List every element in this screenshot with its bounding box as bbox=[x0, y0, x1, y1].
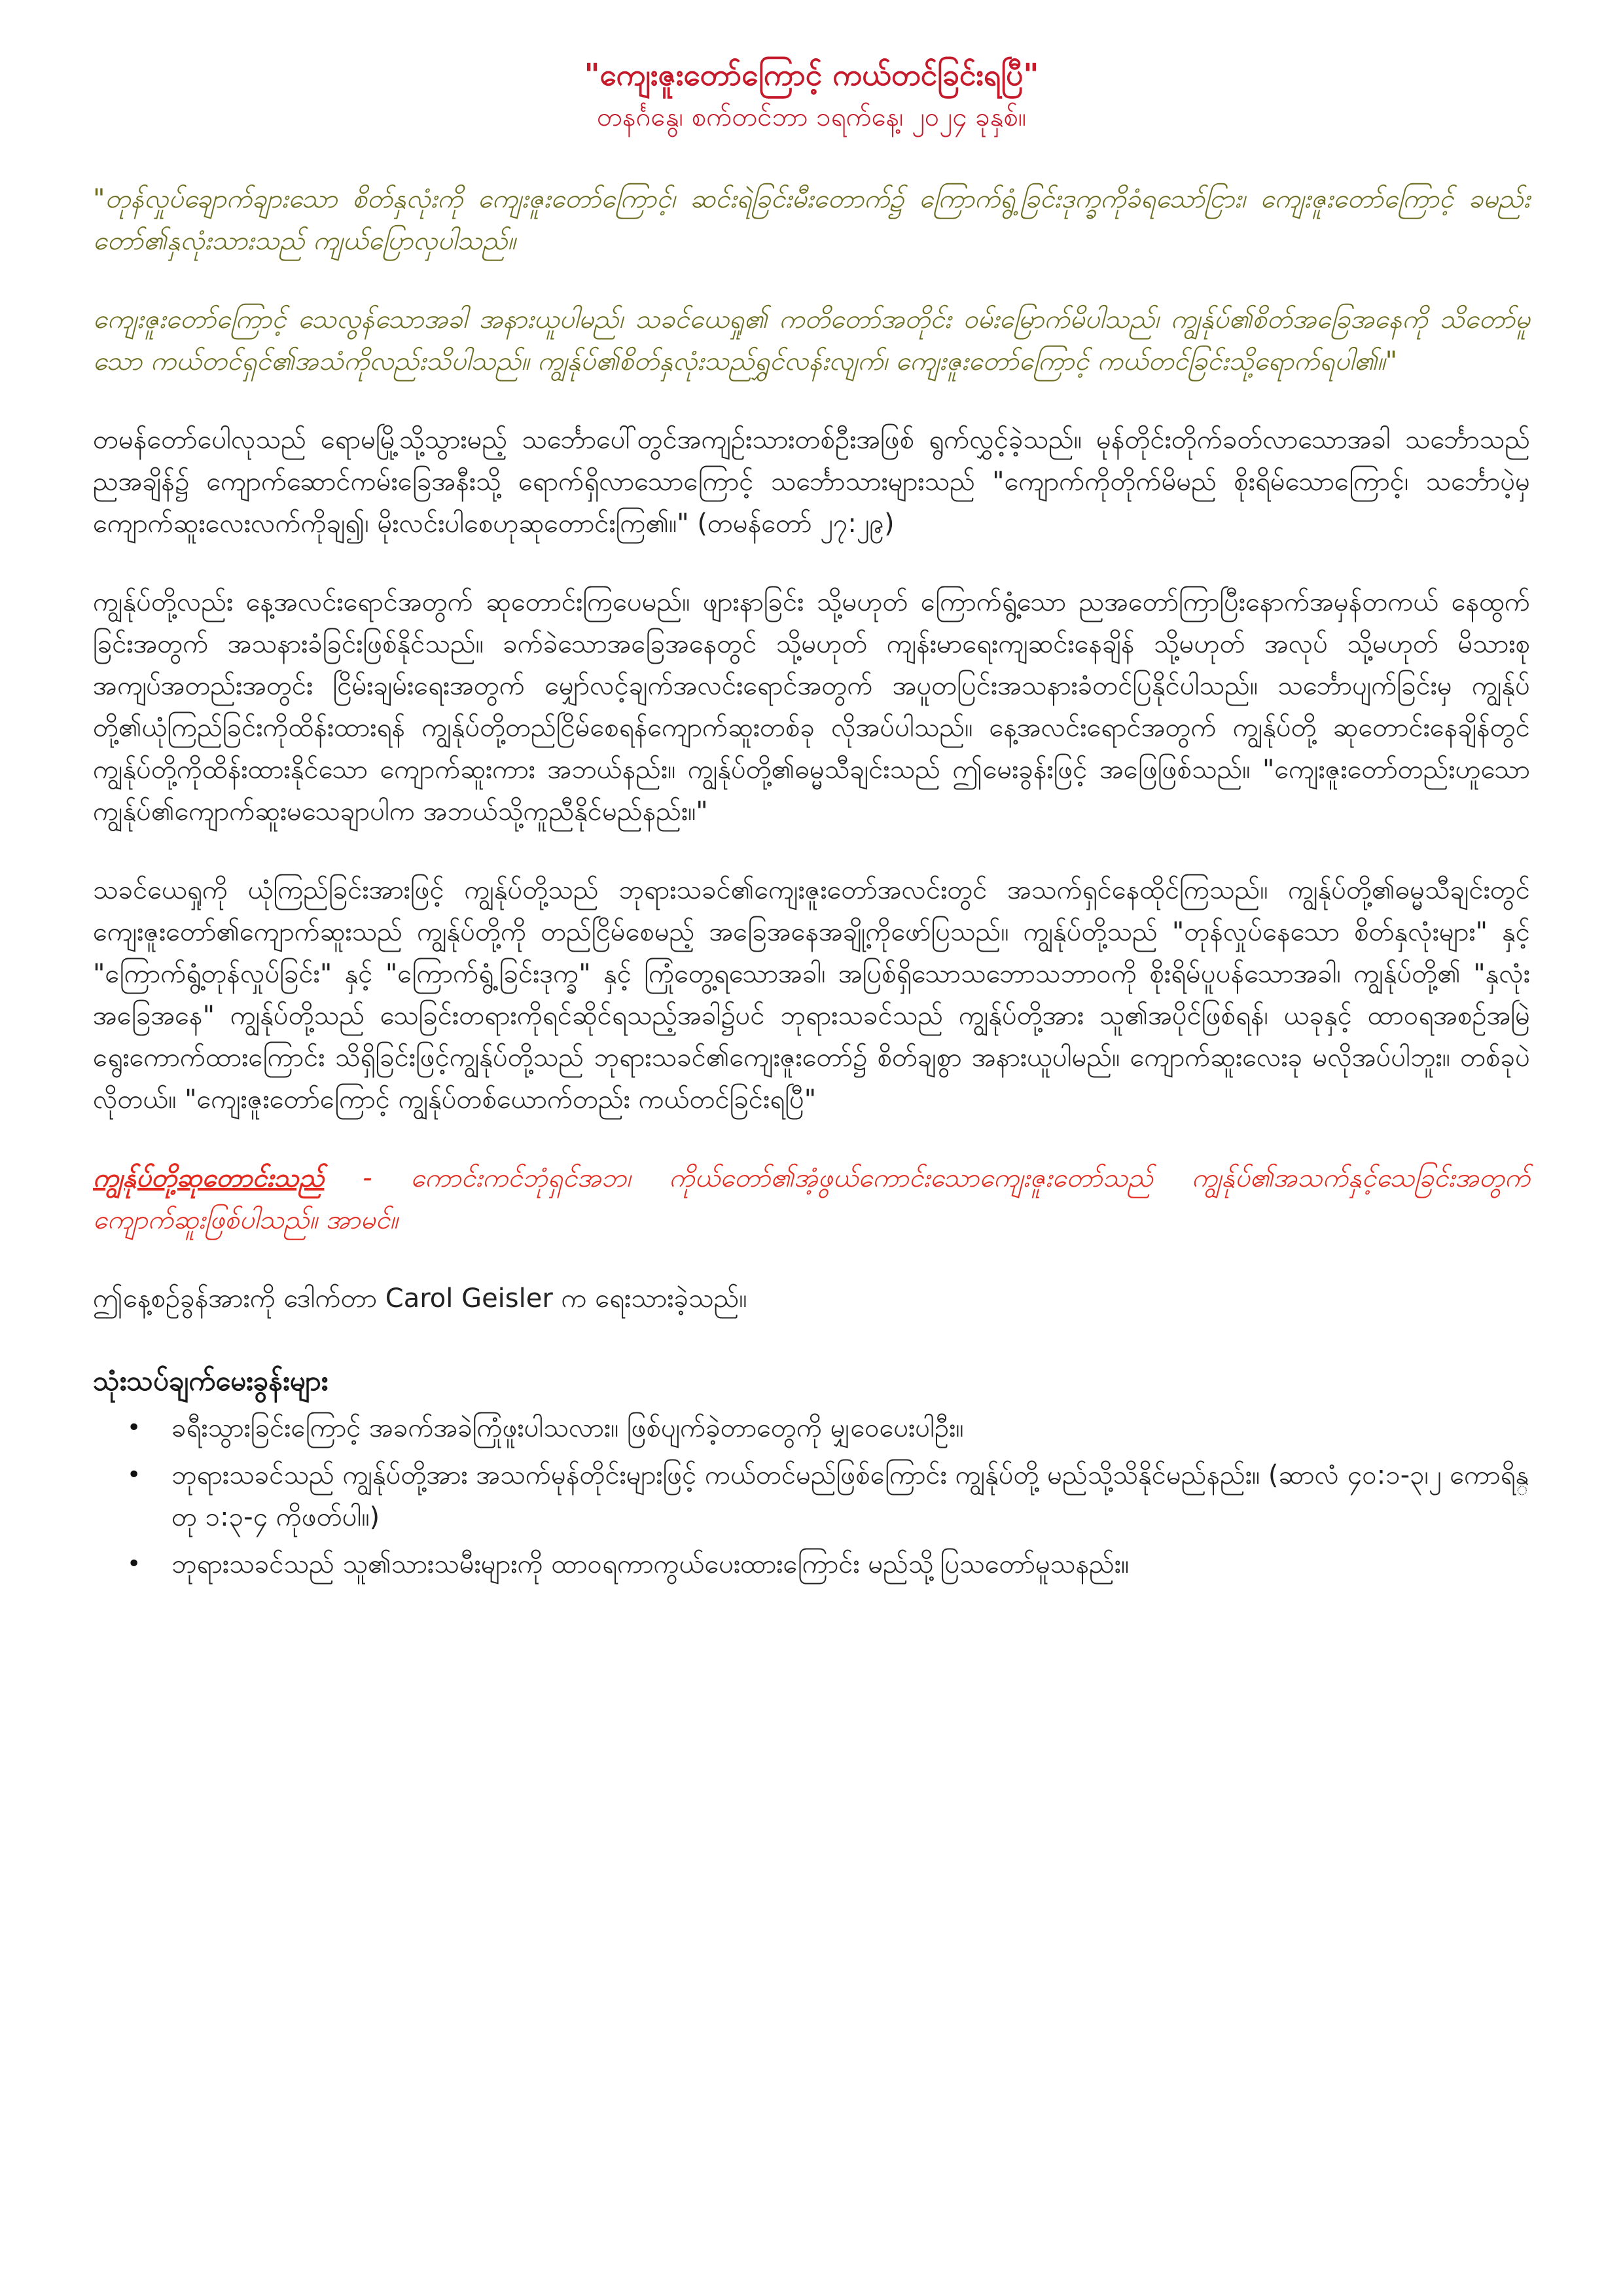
author-credit: ဤနေ့စဉ်ခွန်အားကို ဒေါက်တာ Carol Geisler က ရေးသားခဲ့သည်။ bbox=[93, 1283, 747, 1314]
body-paragraph-1: တမန်တော်ပေါလုသည် ရောမမြို့သို့သွားမည့် သင်္ဘောပေါ်တွင်အကျဉ်းသားတစ်ဦးအဖြစ် ရွက်လွှင့်ခဲ့သည်။ မုန်တိုင်းတိုက်ခတ်လာသောအခါ သင်္ဘောသည် ညအချိန်၌ ကျောက်ဆောင်ကမ်းခြေအနီးသို့ ရောက်ရှိလာသောကြောင့် သင်္ဘောသားများသည် "ကျောက်ကိုတိုက်မိမည် စိုးရိမ်သောကြောင့်၊ သင်္ဘောပဲ့မှကျောက်ဆူးလေးလက်ကိုချ၍၊ မိုးလင်းပါစေဟုဆုတောင်းကြ၏။" (တမန်တော် ၂၇:၂၉) bbox=[93, 425, 1530, 539]
hymn-quote-paragraph-1: "တုန်လှုပ်ချောက်ချားသော စိတ်နှလုံးကို ကျေးဇူးတော်ကြောင့်၊ ဆင်းရဲခြင်းမီးတောက်၌ ကြောက်ရွံ့ခြင်းဒုက္ခကိုခံရသော်ငြား၊ ကျေးဇူးတော်ကြောင့် ခမည်းတော်၏နှလုံးသားသည် ကျယ်ပြောလှပါသည်။ bbox=[93, 184, 1530, 256]
question-text: ဘုရားသခင်သည် ကျွန်ုပ်တို့အား အသက်မုန်တိုင်းများဖြင့် ကယ်တင်မည်ဖြစ်ကြောင်း ကျွန်ုပ်တို့ မည်သို့သိနိုင်မည်နည်း။ (ဆာလံ ၄၀:၁-၃၊၂ ကောရိန္တု ၁:၃-၄ ကိုဖတ်ပါ။) bbox=[171, 1460, 1529, 1532]
bullet-icon: • bbox=[127, 1462, 141, 1488]
list-item bbox=[93, 1454, 1530, 1538]
list-item bbox=[93, 1543, 1530, 1585]
question-text: ဘုရားသခင်သည် သူ၏သားသမီးများကို ထာဝရကာကွယ်ပေးထားကြောင်း မည်သို့ပြသတော်မူသနည်း။ bbox=[171, 1549, 1130, 1579]
bullet-icon: • bbox=[127, 1414, 141, 1441]
page-title: "ကျေးဇူးတော်ကြောင့် ကယ်တင်ခြင်းရပြီ" bbox=[584, 57, 1039, 92]
question-text: ခရီးသွားခြင်းကြောင့် အခက်အခဲကြုံဖူးပါသလား။ ဖြစ်ပျက်ခဲ့တာတွေကို မျှဝေပေးပါဦး။ bbox=[171, 1413, 964, 1443]
prayer-separator: - bbox=[324, 1163, 411, 1193]
list-item bbox=[93, 1407, 1530, 1449]
prayer-label: ကျွန်ုပ်တို့ဆုတောင်းသည် bbox=[93, 1163, 325, 1193]
body-paragraph-3: သခင်ယေရှုကို ယုံကြည်ခြင်းအားဖြင့် ကျွန်ုပ်တို့သည် ဘုရားသခင်၏ကျေးဇူးတော်အလင်းတွင် အသက်ရှင်နေထိုင်ကြသည်။ ကျွန်ုပ်တို့၏ဓမ္မသီချင်းတွင် ကျေးဇူးတော်၏ကျောက်ဆူးသည် ကျွန်ုပ်တို့ကို တည်ငြိမ်စေမည့် အခြေအနေအချို့ကိုဖော်ပြသည်။ ကျွန်ုပ်တို့သည် "တုန်လှုပ်နေသော စိတ်နှလုံးများ" နှင့် "ကြောက်ရွံ့တုန်လှုပ်ခြင်း" နှင့် "ကြောက်ရွံ့ခြင်းဒုက္ခ" နှင့် ကြုံတွေ့ရသောအခါ၊ အပြစ်ရှိသောသဘောသဘာဝကို စိုးရိမ်ပူပန်သောအခါ၊ ကျွန်ုပ်တို့၏ "နှလုံးအခြေအနေ" ကျွန်ုပ်တို့သည် သေခြင်းတရားကိုရင်ဆိုင်ရသည့်အခါ၌ပင် ဘုရားသခင်သည် ကျွန်ုပ်တို့အား သူ၏အပိုင်ဖြစ်ရန်၊ ယခုနှင့် ထာဝရအစဉ်အမြဲ ရွေးကောက်ထားကြောင်း သိရှိခြင်းဖြင့်ကျွန်ုပ်တို့သည် ဘုရားသခင်၏ကျေးဇူးတော်၌ စိတ်ချစွာ အနားယူပါမည်။ ကျောက်ဆူးလေးခု မလိုအပ်ပါဘူး။ တစ်ခုပဲလိုတယ်။ "ကျေးဇူးတော်ကြောင့် ကျွန်ုပ်တစ်ယောက်တည်း ကယ်တင်ခြင်းရပြီ" bbox=[93, 875, 1530, 1115]
body-paragraph-2: ကျွန်ုပ်တို့လည်း နေ့အလင်းရောင်အတွက် ဆုတောင်းကြပေမည်။ ဖျားနာခြင်း သို့မဟုတ် ကြောက်ရွံ့သော ညအတော်ကြာပြီးနောက်အမှန်တကယ် နေထွက်ခြင်းအတွက် အသနားခံခြင်းဖြစ်နိုင်သည်။ ခက်ခဲသောအခြေအနေတွင် သို့မဟုတ် ကျန်းမာရေးကျဆင်းနေချိန် သို့မဟုတ် အလုပ် သို့မဟုတ် မိသားစုအကျပ်အတည်းအတွင်း ငြိမ်းချမ်းရေးအတွက် မျှော်လင့်ချက်အလင်းရောင်အတွက် အပူတပြင်းအသနားခံတင်ပြနိုင်ပါသည်။ သင်္ဘောပျက်ခြင်းမှ ကျွန်ုပ်တို့၏ယုံကြည်ခြင်းကိုထိန်းထားရန် ကျွန်ုပ်တို့တည်ငြိမ်စေရန်ကျောက်ဆူးတစ်ခု လိုအပ်ပါသည်။ နေ့အလင်းရောင်အတွက် ကျွန်ုပ်တို့ ဆုတောင်းနေချိန်တွင် ကျွန်ုပ်တို့ကိုထိန်းထားနိုင်သော ကျောက်ဆူးကား အဘယ်နည်း။ ကျွန်ုပ်တို့၏ဓမ္မသီချင်းသည် ဤမေးခွန်းဖြင့် အဖြေဖြစ်သည်။ "ကျေးဇူးတော်တည်းဟူသော ကျွန်ုပ်၏ကျောက်ဆူးမသေချာပါက အဘယ်သို့ကူညီနိုင်မည်နည်း။" bbox=[93, 587, 1530, 827]
bullet-icon: • bbox=[127, 1551, 141, 1577]
reflection-questions-heading: သုံးသပ်ချက်မေးခွန်းများ bbox=[93, 1365, 329, 1397]
prayer-paragraph bbox=[93, 1157, 1530, 1241]
prayer-text: ကောင်းကင်ဘုံရှင်အဘ၊ ကိုယ်တော်၏အံ့ဖွယ်ကောင်းသောကျေးဇူးတော်သည် ကျွန်ုပ်၏အသက်နှင့်သေခြင်းအတွက် ကျောက်ဆူးဖြစ်ပါသည်။ အာမင်။ bbox=[93, 1163, 1530, 1235]
hymn-quote-paragraph-2: ကျေးဇူးတော်ကြောင့် သေလွန်သောအခါ အနားယူပါမည်၊ သခင်ယေရှု၏ ကတိတော်အတိုင်း ဝမ်းမြောက်မိပါသည်၊ ကျွန်ုပ်၏စိတ်အခြေအနေကို သိတော်မူသော ကယ်တင်ရှင်၏အသံကိုလည်းသိပါသည်။ ကျွန်ုပ်၏စိတ်နှလုံးသည်ရွှင်လန်းလျက်၊ ကျေးဇူးတော်ကြောင့် ကယ်တင်ခြင်းသို့ရောက်ရပါ၏။" bbox=[93, 304, 1530, 376]
page-date: တနင်္ဂနွေ၊ စက်တင်ဘာ ၁ရက်နေ့၊ ၂၀၂၄ ခုနှစ်။ bbox=[596, 102, 1026, 132]
reflection-questions-list bbox=[93, 1407, 1530, 1585]
